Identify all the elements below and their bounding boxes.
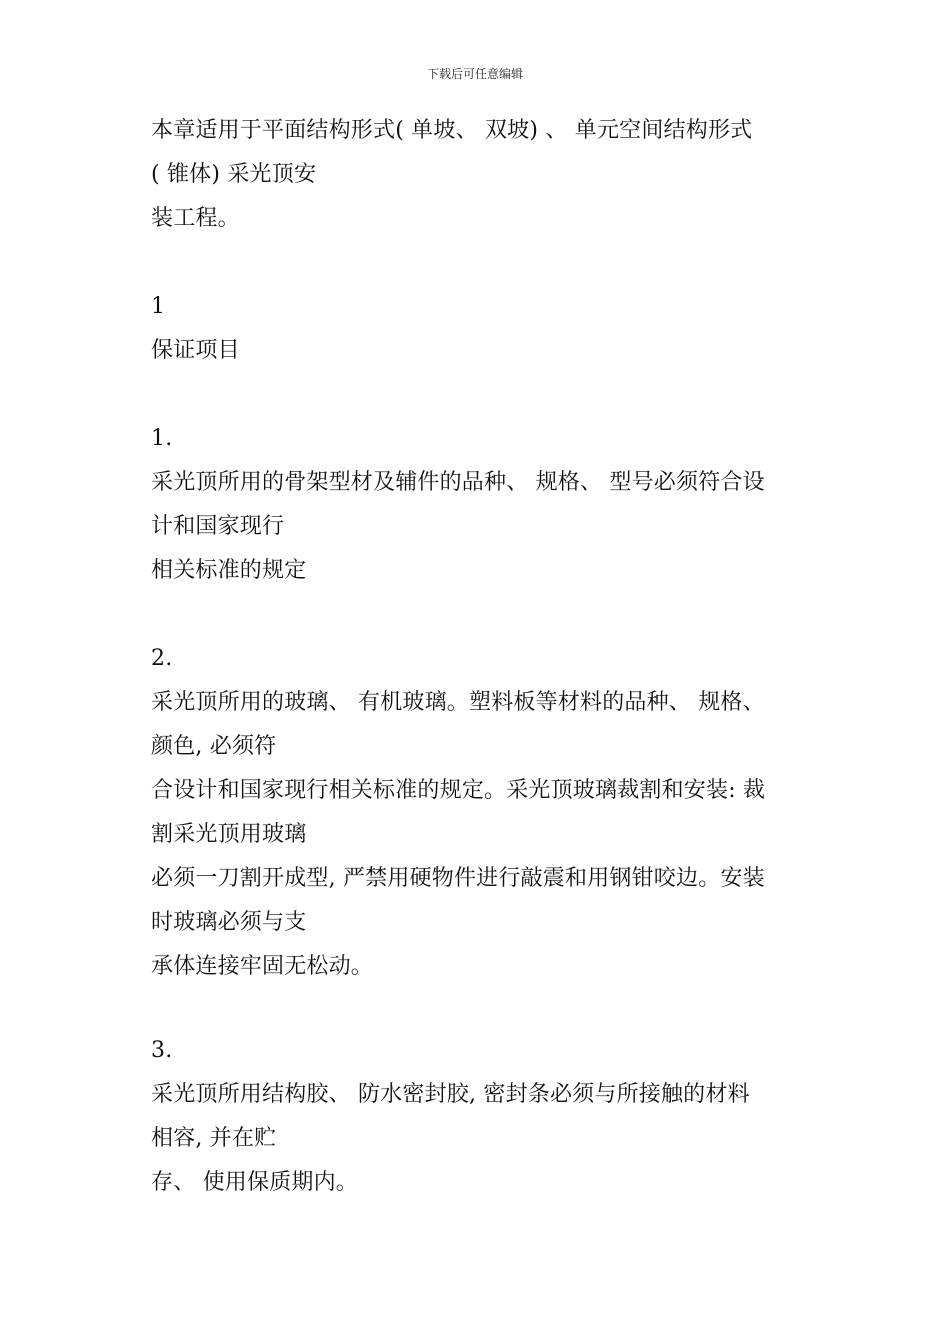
item-2-text-line-4: 割采光顶用玻璃 — [151, 822, 307, 847]
item-3-number: 3. — [151, 1038, 173, 1063]
page-header: 下载后可任意编辑 — [426, 67, 523, 81]
section-number: 1 — [151, 294, 166, 319]
item-2-text-line-2: 颜色, 必须符 — [151, 734, 277, 759]
item-2-text-line-6: 时玻璃必须与支 — [151, 910, 307, 935]
item-2-number: 2. — [151, 646, 173, 671]
item-3-text-line-3: 存、 使用保质期内。 — [151, 1170, 358, 1195]
item-3-text-line-2: 相容, 并在贮 — [151, 1126, 277, 1151]
item-2-text-line-1: 采光顶所用的玻璃、 有机玻璃。塑料板等材料的品种、 规格、 — [151, 690, 765, 715]
item-1-text-line-2: 计和国家现行 — [151, 514, 285, 539]
item-1-text-line-3: 相关标准的规定 — [151, 558, 307, 583]
scope-text-line-1: 本章适用于平面结构形式( 单坡、 双坡) 、 单元空间结构形式 — [151, 118, 753, 143]
scope-text-line-3: 装工程。 — [151, 206, 240, 231]
section-title: 保证项目 — [151, 338, 240, 363]
item-1-text-line-1: 采光顶所用的骨架型材及辅件的品种、 规格、 型号必须符合设 — [151, 470, 765, 495]
item-2-text-line-5: 必须一刀割开成型, 严禁用硬物件进行敲震和用钢钳咬边。安装 — [151, 866, 765, 891]
item-1-number: 1. — [151, 426, 173, 451]
item-3-text-line-1: 采光顶所用结构胶、 防水密封胶, 密封条必须与所接触的材料 — [151, 1082, 750, 1107]
scope-text-line-2: ( 锥体) 采光顶安 — [151, 162, 317, 187]
item-2-text-line-7: 承体连接牢固无松动。 — [151, 954, 374, 979]
item-2-text-line-3: 合设计和国家现行相关标准的规定。采光顶玻璃裁割和安装: 裁 — [151, 778, 766, 803]
